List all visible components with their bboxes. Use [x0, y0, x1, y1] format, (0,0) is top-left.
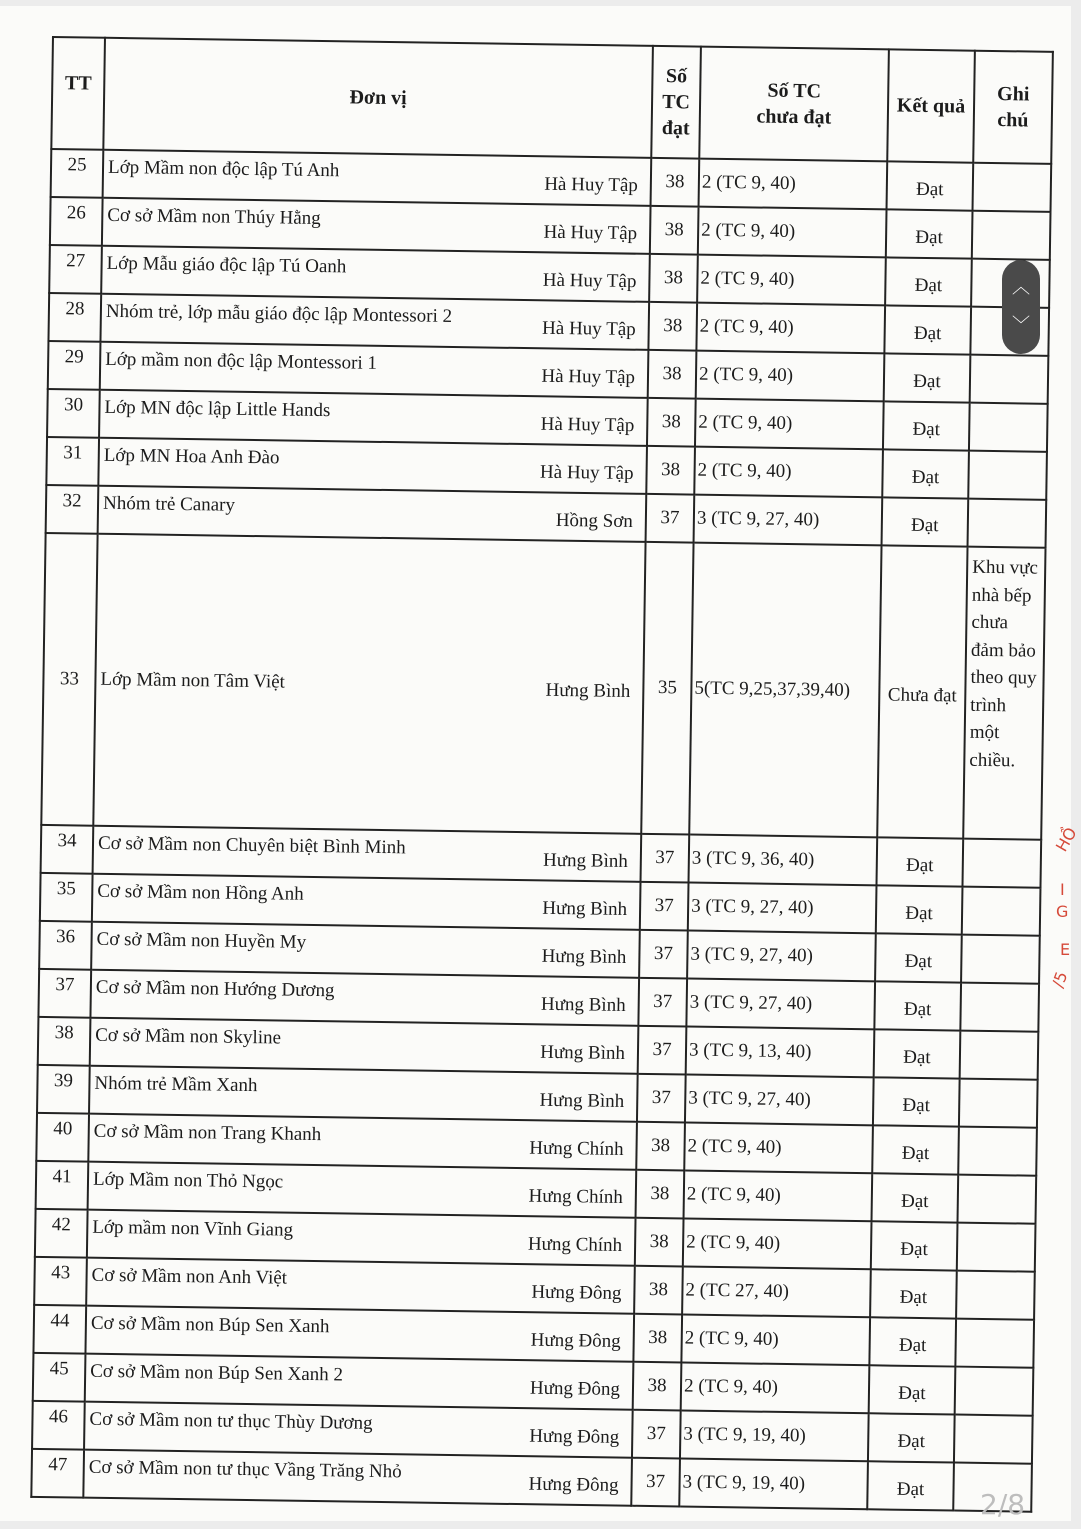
- row-so-tc-chua-dat: 2 (TC 9, 40): [695, 399, 884, 450]
- row-unit-cell: [88, 1162, 637, 1218]
- row-ghi-chu: [958, 1127, 1037, 1176]
- table-header-row: [51, 37, 1053, 164]
- row-so-tc-chua-dat: 3 (TC 9, 27, 40): [687, 931, 876, 982]
- row-so-tc-dat: 38: [633, 1362, 682, 1411]
- row-area: Hưng Đông: [529, 1377, 621, 1400]
- row-tt: 28: [48, 293, 101, 342]
- header-so-tc-chua-dat: [699, 47, 889, 162]
- row-so-tc-chua-dat: 3 (TC 9, 27, 40): [686, 979, 875, 1030]
- row-ghi-chu: [957, 1223, 1036, 1272]
- table-row: [41, 533, 1045, 840]
- row-area: Hưng Đông: [530, 1329, 621, 1352]
- header-so-tc-dat-line3: đạt: [661, 117, 690, 140]
- row-area: Hồng Sơn: [555, 509, 634, 533]
- row-ket-qua: Đạt: [869, 1317, 956, 1366]
- row-so-tc-dat: 38: [648, 302, 697, 351]
- row-so-tc-dat: 38: [651, 158, 700, 207]
- row-ghi-chu: [961, 935, 1040, 984]
- row-so-tc-chua-dat: 2 (TC 9, 40): [684, 1123, 873, 1174]
- row-area: Hà Huy Tập: [539, 461, 634, 485]
- row-so-tc-dat: 38: [647, 398, 696, 447]
- row-unit-cell: [98, 438, 647, 494]
- row-ket-qua: Đạt: [870, 1269, 957, 1318]
- row-unit-name: Cơ sở Mầm non Skyline: [95, 1024, 282, 1049]
- row-tt: 45: [33, 1353, 86, 1402]
- next-page-button[interactable]: [1002, 308, 1040, 344]
- row-ghi-chu: [959, 1079, 1038, 1128]
- row-unit-name: Cơ sở Mầm non Chuyên biệt Bình Minh: [97, 832, 406, 859]
- page-nav-pill: [1002, 260, 1040, 354]
- row-unit-cell: [91, 922, 640, 978]
- row-ket-qua: Đạt: [876, 885, 963, 934]
- row-ghi-chu: [957, 1175, 1036, 1224]
- stamp-fragment-5: /5: [1048, 968, 1072, 991]
- row-area: Hưng Bình: [542, 849, 628, 873]
- row-tt: 33: [41, 533, 97, 826]
- row-unit-cell: [93, 534, 645, 834]
- row-ket-qua: Đạt: [871, 1221, 958, 1270]
- row-tt: 26: [50, 197, 103, 246]
- row-ghi-chu: [962, 839, 1041, 888]
- row-so-tc-chua-dat: 2 (TC 9, 40): [683, 1218, 872, 1269]
- row-so-tc-dat: 37: [631, 1458, 680, 1507]
- row-unit-cell: [102, 198, 651, 254]
- row-ket-qua: Đạt: [873, 1077, 960, 1126]
- row-unit-name: Nhóm trẻ, lớp mẫu giáo độc lập Montessori 2: [105, 300, 453, 327]
- row-unit-name: Cơ sở Mầm non tư thục Thùy Dương: [89, 1408, 373, 1434]
- row-so-tc-dat: 35: [641, 542, 693, 835]
- row-area: Hưng Bình: [545, 679, 631, 703]
- header-so-tc-dat-line1: Số: [665, 65, 688, 88]
- row-so-tc-dat: 38: [646, 446, 695, 495]
- stamp-fragment-3: G: [1056, 902, 1069, 921]
- row-so-tc-chua-dat: 2 (TC 9, 40): [697, 255, 886, 306]
- evaluation-table: [30, 36, 1054, 1513]
- row-ghi-chu: [955, 1367, 1034, 1416]
- row-ket-qua: Đạt: [883, 401, 970, 450]
- row-unit-cell: [103, 150, 652, 206]
- row-so-tc-chua-dat: 2 (TC 9, 40): [694, 447, 883, 498]
- row-unit-name: Lớp Mầm non độc lập Tú Anh: [107, 156, 340, 182]
- row-ket-qua: Đạt: [876, 837, 963, 886]
- row-unit-name: Cơ sở Mầm non Búp Sen Xanh 2: [90, 1360, 344, 1386]
- row-unit-cell: [98, 486, 647, 542]
- row-so-tc-dat: 38: [648, 350, 697, 399]
- row-tt: 32: [46, 485, 99, 534]
- header-tt: TT: [51, 37, 105, 150]
- row-unit-name: Lớp mầm non độc lập Montessori 1: [105, 348, 378, 374]
- row-unit-name: Cơ sở Mầm non Trang Khanh: [93, 1120, 322, 1146]
- row-area: Hưng Chính: [527, 1233, 623, 1256]
- red-stamp-fragment: [1048, 824, 1081, 1010]
- row-so-tc-chua-dat: 2 (TC 9, 40): [696, 351, 885, 402]
- row-unit-name: Nhóm trẻ Canary: [102, 492, 236, 516]
- header-ghi-chu-line2: chú: [997, 109, 1029, 132]
- row-ket-qua: Đạt: [874, 981, 961, 1030]
- row-ghi-chu: [968, 451, 1047, 500]
- row-unit-name: Lớp mầm non Vĩnh Giang: [92, 1216, 294, 1241]
- row-area: Hà Huy Tập: [543, 221, 638, 245]
- row-so-tc-chua-dat: 2 (TC 9, 40): [684, 1171, 873, 1222]
- row-so-tc-chua-dat: 2 (TC 9, 40): [681, 1314, 870, 1365]
- stamp-fragment-2: I: [1060, 880, 1065, 899]
- row-so-tc-dat: 38: [635, 1218, 684, 1267]
- row-unit-name: Lớp Mầm non Thỏ Ngọc: [92, 1168, 284, 1193]
- row-unit-name: Cơ sở Mầm non Hướng Dương: [95, 976, 335, 1002]
- row-area: Hưng Bình: [541, 945, 627, 969]
- row-so-tc-dat: 37: [639, 930, 688, 979]
- row-unit-cell: [85, 1306, 634, 1362]
- header-ket-qua: Kết quả: [887, 49, 975, 162]
- row-tt: 31: [46, 437, 99, 486]
- row-area: Hưng Đông: [531, 1281, 622, 1304]
- row-ket-qua: Đạt: [872, 1173, 959, 1222]
- row-ghi-chu: [973, 163, 1052, 212]
- row-tt: 34: [41, 825, 94, 874]
- row-ket-qua: Đạt: [886, 209, 973, 258]
- row-unit-name: Cơ sở Mầm non Búp Sen Xanh: [90, 1312, 330, 1338]
- document-page: [0, 6, 1071, 1521]
- row-so-tc-chua-dat: 3 (TC 9, 19, 40): [680, 1410, 869, 1461]
- header-so-tc-dat: [651, 46, 701, 159]
- row-tt: 42: [35, 1209, 88, 1258]
- row-unit-cell: [90, 970, 639, 1026]
- row-so-tc-chua-dat: 5(TC 9,25,37,39,40): [689, 543, 881, 838]
- row-ghi-chu: [962, 887, 1041, 936]
- row-tt: 44: [33, 1305, 86, 1354]
- row-ket-qua: Đạt: [867, 1461, 954, 1510]
- row-ket-qua: Đạt: [887, 161, 974, 210]
- row-so-tc-chua-dat: 2 (TC 27, 40): [682, 1266, 871, 1317]
- row-so-tc-dat: 37: [637, 1074, 686, 1123]
- row-area: Hà Huy Tập: [541, 317, 636, 341]
- row-tt: 30: [47, 389, 100, 438]
- row-so-tc-chua-dat: 3 (TC 9, 27, 40): [685, 1075, 874, 1126]
- row-ghi-chu: [960, 983, 1039, 1032]
- row-ket-qua: Đạt: [868, 1413, 955, 1462]
- row-tt: 25: [51, 149, 104, 198]
- row-unit-name: Cơ sở Mầm non tư thục Vầng Trăng Nhỏ: [88, 1456, 402, 1483]
- row-ket-qua: Đạt: [874, 1029, 961, 1078]
- row-tt: 27: [49, 245, 102, 294]
- row-tt: 46: [32, 1401, 85, 1450]
- row-ghi-chu: [972, 211, 1051, 260]
- row-unit-name: Cơ sở Mầm non Thúy Hằng: [107, 204, 321, 230]
- row-area: Hưng Đông: [528, 1473, 619, 1496]
- row-ghi-chu: [955, 1319, 1034, 1368]
- row-ket-qua: Đạt: [884, 353, 971, 402]
- row-area: Hà Huy Tập: [544, 173, 639, 197]
- header-so-tc-chua-dat-line1: Số TC: [767, 79, 822, 103]
- row-so-tc-dat: 38: [649, 254, 698, 303]
- row-so-tc-dat: 38: [634, 1266, 683, 1315]
- row-ghi-chu: [968, 499, 1047, 548]
- row-area: Hưng Đông: [529, 1425, 620, 1448]
- row-ket-qua: Đạt: [875, 933, 962, 982]
- row-so-tc-dat: 38: [636, 1170, 685, 1219]
- header-ghi-chu-line1: Ghi: [996, 83, 1030, 106]
- row-unit-name: Nhóm trẻ Mầm Xanh: [94, 1072, 258, 1097]
- row-tt: 29: [48, 341, 101, 390]
- row-so-tc-dat: 37: [640, 882, 689, 931]
- row-tt: 41: [36, 1161, 89, 1210]
- row-ghi-chu: [969, 403, 1048, 452]
- row-tt: 47: [31, 1449, 84, 1498]
- row-area: Hưng Bình: [540, 1041, 626, 1065]
- row-unit-cell: [83, 1450, 632, 1506]
- header-ghi-chu: [973, 51, 1053, 164]
- row-unit-cell: [92, 874, 641, 930]
- row-unit-cell: [88, 1114, 637, 1170]
- row-area: Hưng Chính: [529, 1137, 624, 1161]
- row-so-tc-chua-dat: 3 (TC 9, 27, 40): [694, 495, 883, 546]
- prev-page-button[interactable]: [1002, 270, 1040, 306]
- row-area: Hưng Bình: [539, 1089, 625, 1113]
- row-so-tc-chua-dat: 3 (TC 9, 13, 40): [686, 1027, 875, 1078]
- row-unit-name: Lớp Mẫu giáo độc lập Tú Oanh: [106, 252, 347, 278]
- row-tt: 37: [38, 969, 91, 1018]
- row-area: Hà Huy Tập: [541, 365, 636, 389]
- row-so-tc-dat: 37: [638, 978, 687, 1027]
- row-tt: 36: [39, 921, 92, 970]
- row-unit-cell: [93, 826, 642, 882]
- row-so-tc-chua-dat: 2 (TC 9, 40): [696, 303, 885, 354]
- row-unit-cell: [87, 1210, 636, 1266]
- row-so-tc-chua-dat: 2 (TC 9, 40): [698, 207, 887, 258]
- header-so-tc-dat-line2: TC: [662, 91, 691, 114]
- row-unit-name: Cơ sở Mầm non Hồng Anh: [97, 880, 304, 905]
- row-so-tc-dat: 37: [641, 834, 690, 883]
- row-tt: 39: [37, 1065, 90, 1114]
- row-unit-cell: [101, 246, 650, 302]
- row-ket-qua: Chưa đạt: [877, 545, 967, 838]
- row-ghi-chu: [970, 355, 1049, 404]
- header-so-tc-chua-dat-line2: chưa đạt: [756, 105, 832, 129]
- row-tt: 43: [34, 1257, 87, 1306]
- header-unit: Đơn vị: [103, 38, 653, 158]
- row-ket-qua: Đạt: [882, 497, 969, 546]
- row-so-tc-chua-dat: 3 (TC 9, 19, 40): [679, 1458, 868, 1509]
- row-tt: 38: [38, 1017, 91, 1066]
- row-ket-qua: Đạt: [885, 257, 972, 306]
- row-area: Hưng Bình: [542, 897, 628, 921]
- row-ket-qua: Đạt: [884, 305, 971, 354]
- row-unit-cell: [100, 342, 649, 398]
- row-unit-name: Cơ sở Mầm non Huyền My: [96, 928, 307, 953]
- row-unit-name: Lớp Mầm non Tâm Việt: [100, 668, 286, 693]
- row-area: Hưng Chính: [528, 1185, 623, 1208]
- row-ghi-chu: [960, 1031, 1039, 1080]
- row-ghi-chu: Khu vực nhà bếp chưa đảm bảo theo quy trình một chiều.: [963, 547, 1045, 840]
- row-area: Hà Huy Tập: [542, 269, 637, 293]
- row-ket-qua: Đạt: [882, 449, 969, 498]
- stamp-fragment-1: HỒ: [1051, 824, 1081, 855]
- row-so-tc-dat: 37: [638, 1026, 687, 1075]
- page-indicator: 2/8: [980, 1488, 1026, 1521]
- row-ghi-chu: [954, 1415, 1033, 1464]
- row-unit-cell: [84, 1402, 633, 1458]
- row-ket-qua: Đạt: [872, 1125, 959, 1174]
- row-unit-cell: [85, 1354, 634, 1410]
- table-body: [31, 149, 1051, 1512]
- row-unit-cell: [99, 390, 648, 446]
- stamp-fragment-4: E: [1060, 940, 1071, 959]
- row-unit-cell: [90, 1018, 639, 1074]
- row-so-tc-chua-dat: 3 (TC 9, 27, 40): [688, 883, 877, 934]
- row-unit-cell: [89, 1066, 638, 1122]
- row-unit-name: Cơ sở Mầm non Anh Việt: [91, 1264, 288, 1289]
- row-tt: 35: [40, 873, 93, 922]
- chevron-up-icon: ︿: [1012, 277, 1030, 298]
- row-so-tc-dat: 37: [646, 494, 695, 543]
- row-unit-name: Lớp MN độc lập Little Hands: [104, 396, 331, 422]
- row-unit-name: Lớp MN Hoa Anh Đào: [103, 444, 280, 469]
- row-so-tc-chua-dat: 2 (TC 9, 40): [681, 1362, 870, 1413]
- row-so-tc-chua-dat: 3 (TC 9, 36, 40): [689, 835, 878, 886]
- row-unit-cell: [100, 294, 649, 350]
- chevron-down-icon: ﹀: [1012, 315, 1030, 336]
- row-so-tc-dat: 38: [633, 1314, 682, 1363]
- row-so-tc-dat: 38: [636, 1122, 685, 1171]
- row-unit-cell: [86, 1258, 635, 1314]
- row-area: Hưng Bình: [540, 993, 626, 1017]
- row-ket-qua: Đạt: [869, 1365, 956, 1414]
- row-so-tc-chua-dat: 2 (TC 9, 40): [699, 159, 888, 210]
- row-ghi-chu: [956, 1271, 1035, 1320]
- row-so-tc-dat: 37: [632, 1410, 681, 1459]
- row-tt: 40: [36, 1113, 89, 1162]
- row-area: Hà Huy Tập: [540, 413, 635, 437]
- row-so-tc-dat: 38: [650, 206, 699, 255]
